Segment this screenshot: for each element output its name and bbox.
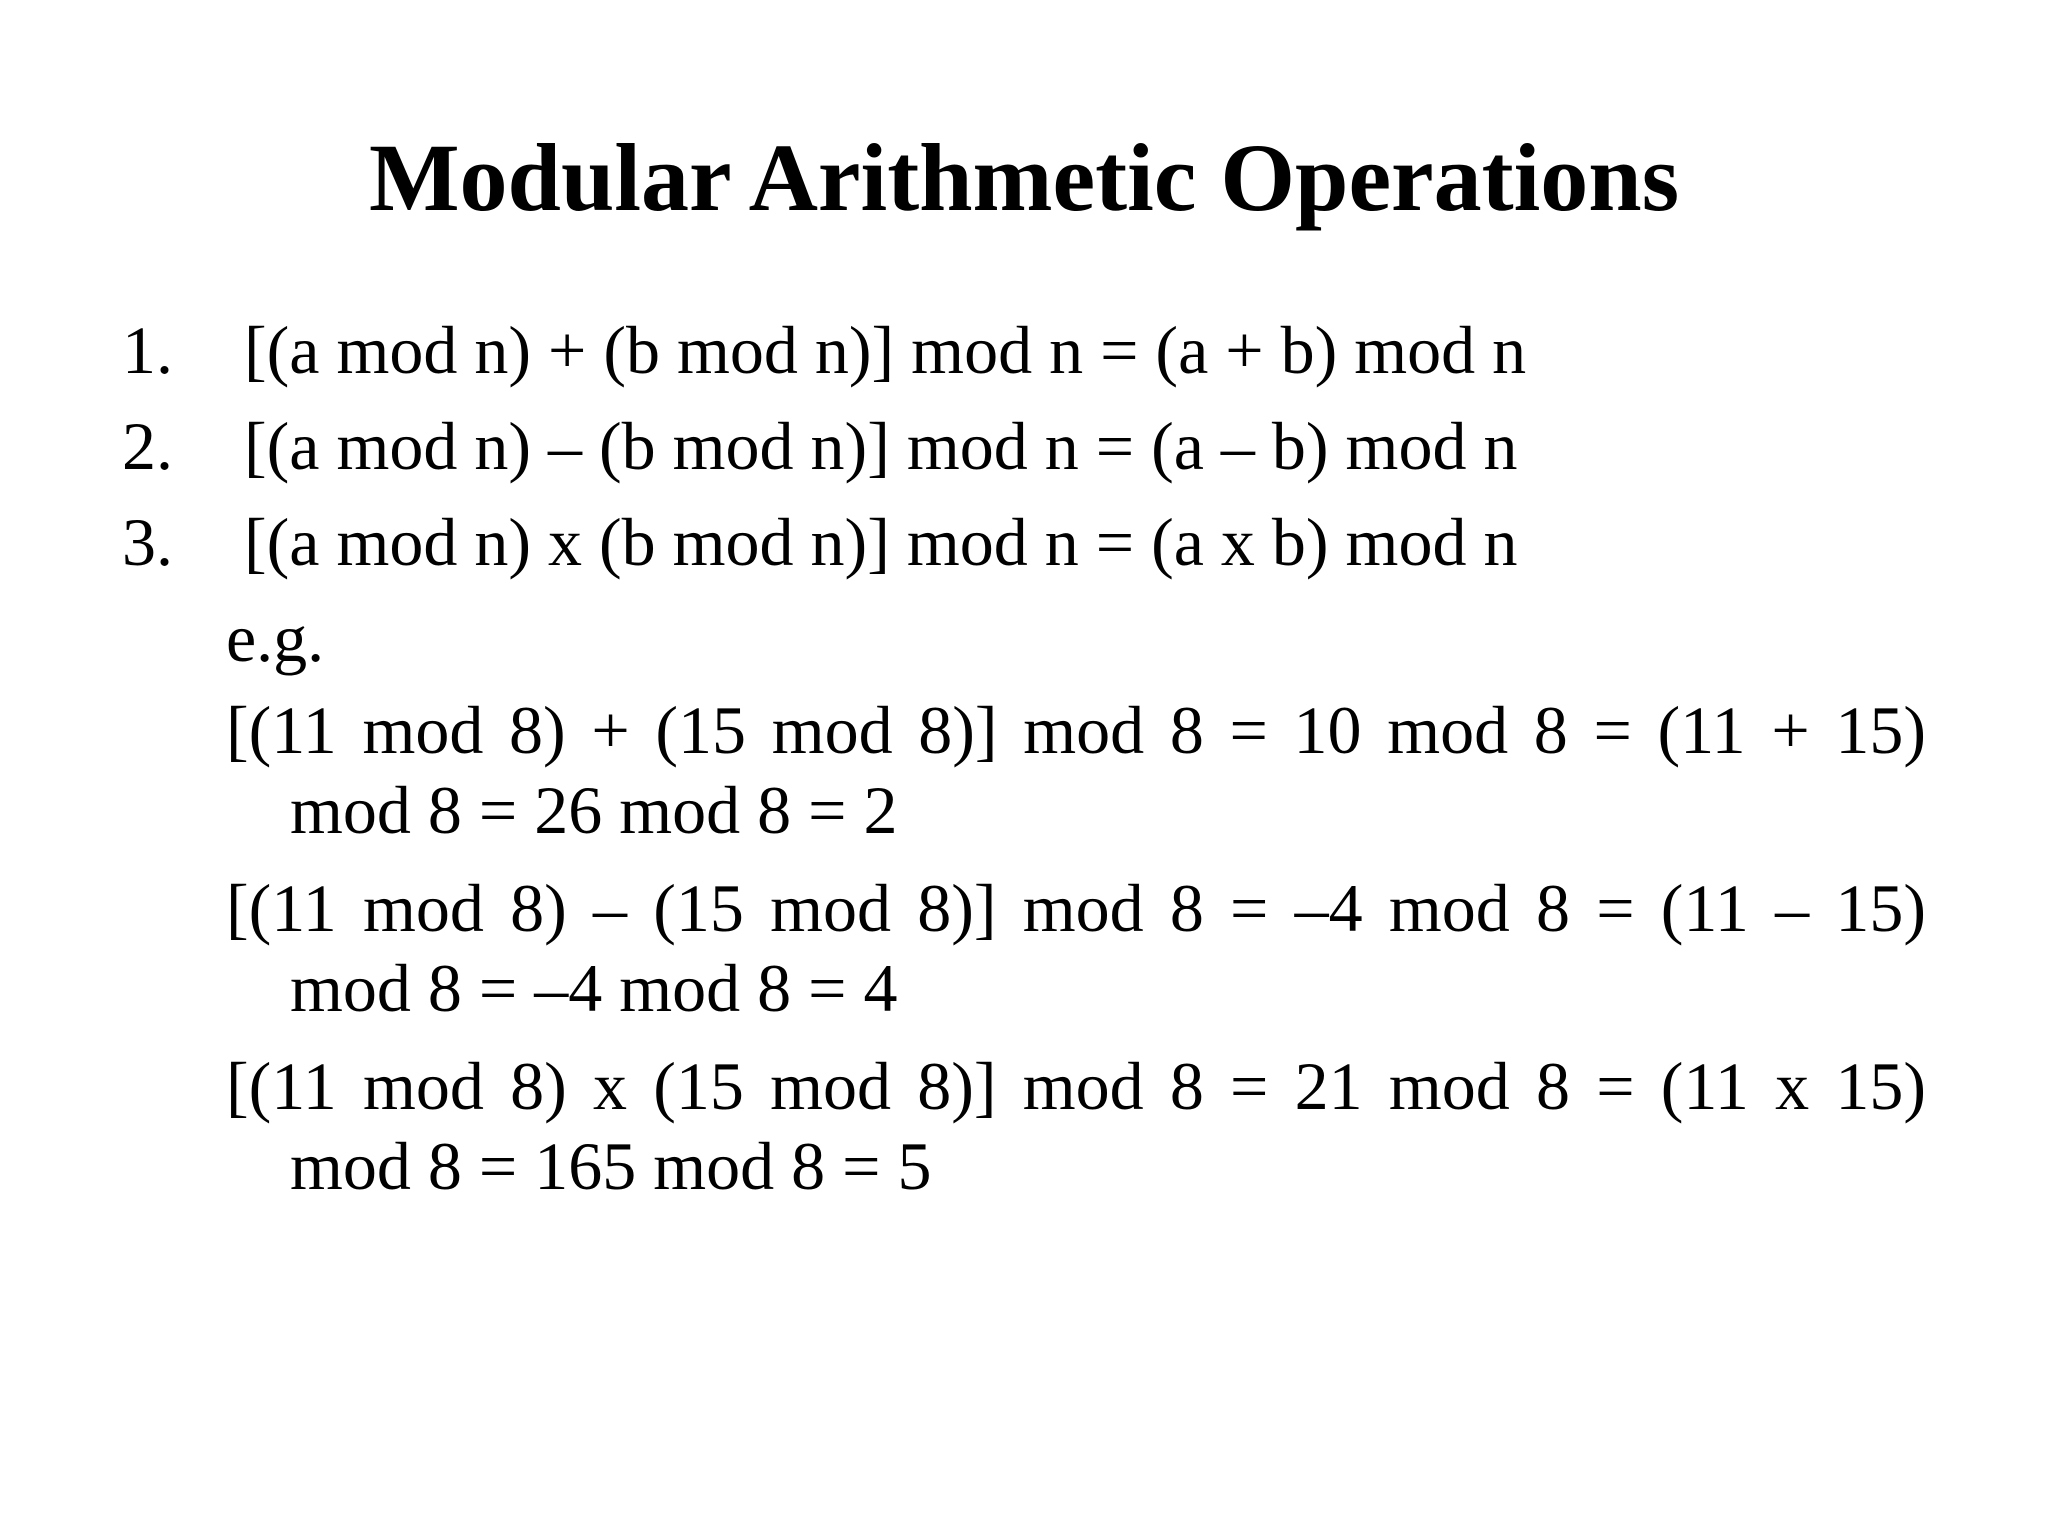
slide-title: Modular Arithmetic Operations <box>368 124 1680 231</box>
example-line: [(11 mod 8) + (15 mod 8)] mod 8 = 10 mod 8 = (11 + 15) <box>226 692 1926 768</box>
example-label: e.g. <box>226 600 325 676</box>
example-block <box>226 690 1926 850</box>
rule-number: 2. <box>122 408 173 484</box>
example-line: [(11 mod 8) x (15 mod 8)] mod 8 = 21 mod 8 = (11 x 15) <box>226 1048 1926 1124</box>
rule-number: 3. <box>122 504 173 580</box>
example-block <box>226 868 1926 1028</box>
example-line: [(11 mod 8) – (15 mod 8)] mod 8 = –4 mod 8 = (11 – 15) <box>226 870 1926 946</box>
example-continuation: mod 8 = 26 mod 8 = 2 <box>290 772 898 848</box>
example-block <box>226 1046 1926 1206</box>
rule-number: 1. <box>122 312 173 388</box>
example-continuation: mod 8 = 165 mod 8 = 5 <box>290 1128 932 1204</box>
example-continuation: mod 8 = –4 mod 8 = 4 <box>290 950 898 1026</box>
rule-text: [(a mod n) x (b mod n)] mod n = (a x b) mod n <box>244 504 1518 580</box>
rule-text: [(a mod n) – (b mod n)] mod n = (a – b) mod n <box>244 408 1518 484</box>
rule-text: [(a mod n) + (b mod n)] mod n = (a + b) mod n <box>244 312 1527 388</box>
